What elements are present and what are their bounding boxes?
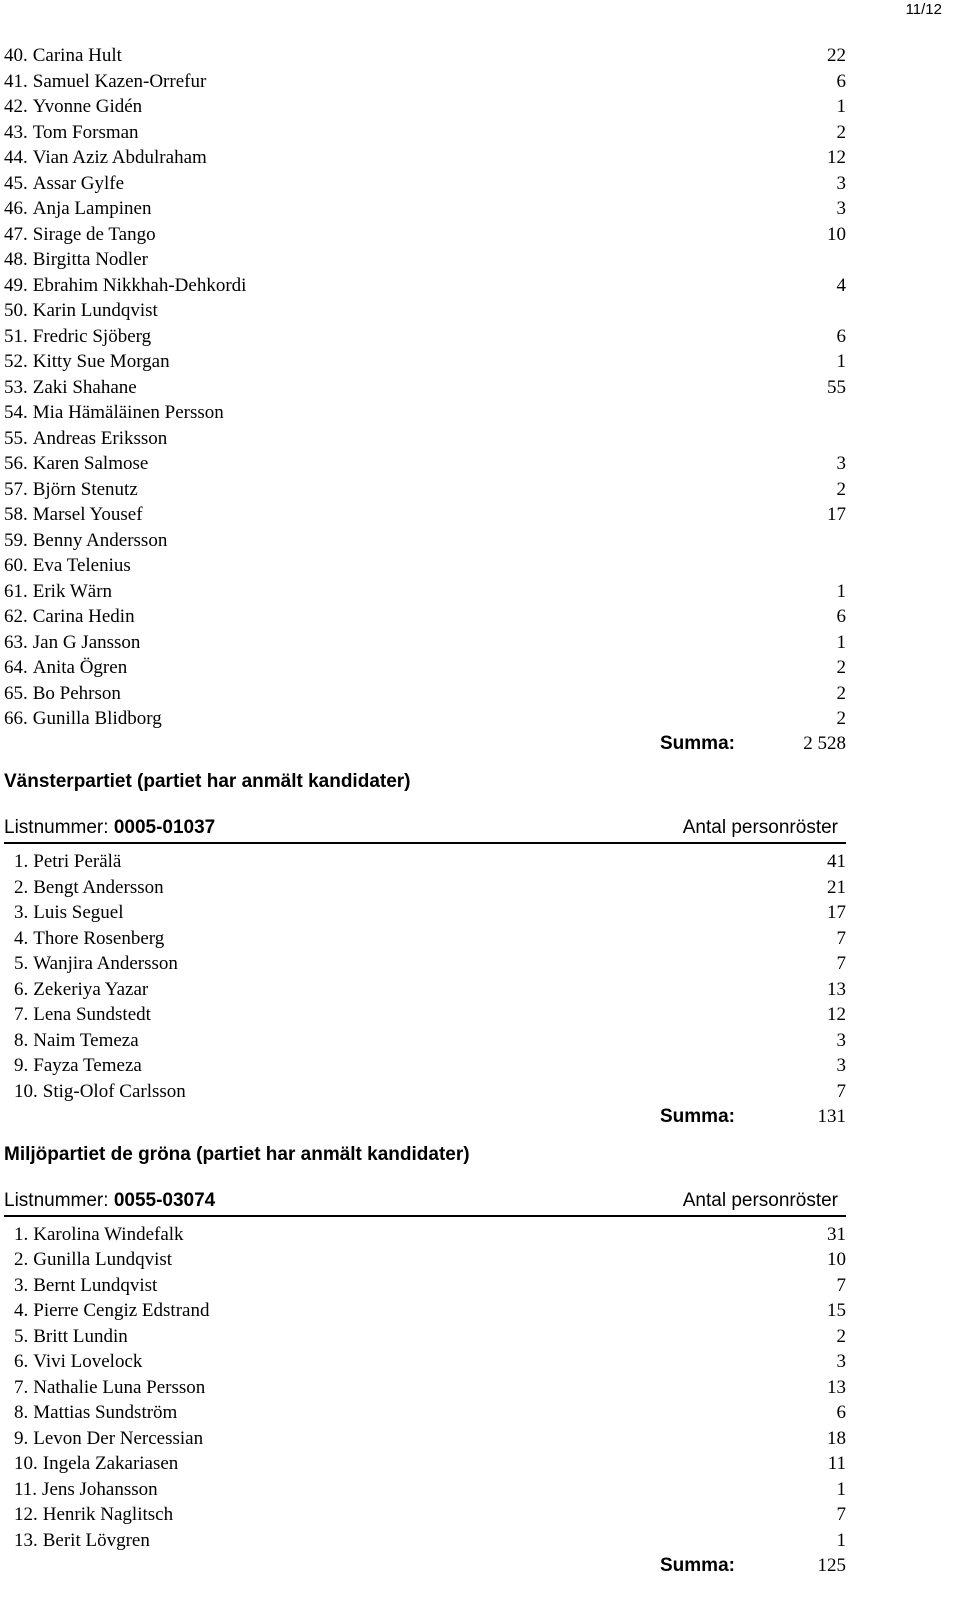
candidate-row <box>4 145 846 171</box>
candidate-number: 59. <box>4 529 28 551</box>
candidate-votes: 2 <box>836 478 846 500</box>
candidate-row <box>4 1324 846 1350</box>
candidate-number: 53. <box>4 376 28 398</box>
candidate-name: Ebrahim Nikkhah-Dehkordi <box>32 274 247 296</box>
candidate-row <box>4 604 846 630</box>
candidate-name: Nathalie Luna Persson <box>33 1376 206 1398</box>
list-header <box>4 1190 846 1217</box>
candidate-row <box>4 1028 846 1054</box>
candidate-votes: 7 <box>836 927 846 949</box>
candidate-name: Bengt Andersson <box>33 876 164 898</box>
sum-value: 2 528 <box>803 733 846 755</box>
sum-label: Summa: <box>660 733 735 755</box>
candidate-votes: 55 <box>827 376 846 398</box>
candidate-name: Petri Perälä <box>33 851 122 872</box>
candidate-votes: 21 <box>827 876 846 898</box>
candidate-votes: 2 <box>836 682 846 704</box>
candidate-number: 63. <box>4 631 28 653</box>
candidate-number: 5. <box>14 1325 29 1347</box>
candidate-list <box>4 849 846 1104</box>
candidate-row <box>4 630 846 656</box>
candidate-list <box>4 1222 846 1554</box>
candidate-row <box>4 1002 846 1028</box>
candidate-votes: 11 <box>827 1453 846 1474</box>
candidate-name: Berit Lövgren <box>42 1529 150 1551</box>
candidate-votes: 1 <box>836 1478 846 1500</box>
candidate-row <box>4 1053 846 1079</box>
candidate-name: Vivi Lovelock <box>33 1351 143 1372</box>
candidate-row <box>4 43 846 69</box>
candidate-name: Bernt Lundqvist <box>33 1274 158 1296</box>
candidate-votes: 2 <box>836 1325 846 1347</box>
candidate-name: Mattias Sundström <box>33 1402 178 1423</box>
candidate-votes: 17 <box>827 504 846 525</box>
candidate-row <box>4 247 846 273</box>
candidate-name: Thore Rosenberg <box>33 927 165 949</box>
candidate-number: 10. <box>14 1080 38 1102</box>
candidate-number: 7. <box>14 1004 29 1025</box>
document-body <box>4 43 846 1579</box>
candidate-votes: 31 <box>827 1223 846 1245</box>
candidate-number: 4. <box>14 927 29 949</box>
candidate-row <box>4 400 846 426</box>
candidate-number: 45. <box>4 172 28 194</box>
candidate-row <box>4 849 846 875</box>
candidate-name: Birgitta Nodler <box>32 249 148 270</box>
candidate-row <box>4 324 846 350</box>
candidate-votes: 4 <box>836 274 846 296</box>
sum-value: 125 <box>817 1554 846 1576</box>
candidate-row <box>4 94 846 120</box>
candidate-row <box>4 1247 846 1273</box>
sum-row <box>4 1104 846 1130</box>
candidate-number: 9. <box>14 1427 29 1449</box>
candidate-votes: 1 <box>836 631 846 653</box>
candidate-row <box>4 1528 846 1554</box>
candidate-votes: 2 <box>836 121 846 143</box>
candidate-name: Marsel Yousef <box>32 504 143 525</box>
candidate-votes: 3 <box>836 1055 846 1076</box>
candidate-name: Yvonne Gidén <box>32 96 143 117</box>
candidate-votes: 3 <box>836 198 846 219</box>
candidate-votes: 7 <box>836 953 846 974</box>
candidate-name: Levon Der Nercessian <box>33 1427 204 1449</box>
candidate-number: 6. <box>14 978 29 1000</box>
candidate-row <box>4 502 846 528</box>
candidate-number: 40. <box>4 45 28 66</box>
candidate-votes: 7 <box>836 1504 846 1525</box>
candidate-number: 62. <box>4 606 28 627</box>
candidate-votes: 10 <box>827 223 846 245</box>
candidate-number: 66. <box>4 708 28 729</box>
candidate-name: Vian Aziz Abdulraham <box>32 147 207 168</box>
candidate-number: 42. <box>4 96 28 117</box>
candidate-number: 12. <box>14 1504 38 1525</box>
candidate-number: 9. <box>14 1055 29 1076</box>
candidate-row <box>4 1273 846 1299</box>
candidate-votes: 2 <box>836 657 846 678</box>
candidate-votes: 3 <box>836 453 846 474</box>
party-title: Vänsterpartiet (partiet har anmält kandidater) <box>4 771 411 792</box>
candidate-votes: 1 <box>836 580 846 602</box>
votes-column-header: Antal personröster <box>682 1189 838 1211</box>
candidate-name: Anita Ögren <box>32 657 128 678</box>
candidate-votes: 22 <box>827 45 846 66</box>
candidate-row <box>4 528 846 554</box>
candidate-number: 52. <box>4 351 28 372</box>
candidate-number: 6. <box>14 1351 29 1372</box>
candidate-row <box>4 222 846 248</box>
candidate-number: 65. <box>4 682 28 704</box>
candidate-votes: 41 <box>827 851 846 872</box>
candidate-number: 41. <box>4 70 28 92</box>
party-title: Miljöpartiet de gröna (partiet har anmält kandidater) <box>4 1143 470 1165</box>
list-number-label: Listnummer: <box>4 817 109 838</box>
candidate-row <box>4 171 846 197</box>
candidate-name: Stig-Olof Carlsson <box>42 1080 186 1102</box>
candidate-row <box>4 1426 846 1452</box>
candidate-name: Bo Pehrson <box>32 682 121 704</box>
candidate-votes: 1 <box>836 1529 846 1551</box>
candidate-name: Benny Andersson <box>32 529 168 551</box>
candidate-row <box>4 951 846 977</box>
candidate-row <box>4 477 846 503</box>
sum-row <box>4 732 846 758</box>
candidate-name: Britt Lundin <box>33 1325 128 1347</box>
candidate-name: Sirage de Tango <box>32 223 156 245</box>
candidate-name: Mia Hämäläinen Persson <box>32 402 224 423</box>
candidate-number: 7. <box>14 1376 29 1398</box>
candidate-votes: 6 <box>836 606 846 627</box>
candidate-name: Andreas Eriksson <box>32 427 168 449</box>
candidate-row <box>4 1079 846 1105</box>
candidate-row <box>4 451 846 477</box>
candidate-number: 1. <box>14 1223 29 1245</box>
list-number-label: Listnummer: <box>4 1189 109 1211</box>
candidate-name: Luis Seguel <box>33 902 124 923</box>
candidate-row <box>4 1502 846 1528</box>
candidate-votes: 7 <box>836 1080 846 1102</box>
candidate-votes: 18 <box>827 1427 846 1449</box>
candidate-row <box>4 273 846 299</box>
candidate-number: 10. <box>14 1453 38 1474</box>
sum-row <box>4 1553 846 1579</box>
candidate-row <box>4 875 846 901</box>
candidate-name: Lena Sundstedt <box>33 1004 151 1025</box>
candidate-row <box>4 977 846 1003</box>
candidate-name: Karolina Windefalk <box>33 1223 184 1245</box>
candidate-name: Carina Hult <box>32 45 122 66</box>
candidate-row <box>4 298 846 324</box>
candidate-row <box>4 69 846 95</box>
candidate-number: 56. <box>4 453 28 474</box>
candidate-number: 51. <box>4 325 28 347</box>
list-header <box>4 817 846 844</box>
candidate-name: Naim Temeza <box>33 1029 139 1051</box>
candidate-name: Erik Wärn <box>32 580 113 602</box>
candidate-name: Anja Lampinen <box>32 198 152 219</box>
candidate-votes: 6 <box>836 70 846 92</box>
candidate-votes: 10 <box>827 1249 846 1270</box>
candidate-number: 44. <box>4 147 28 168</box>
candidate-row <box>4 1222 846 1248</box>
candidate-name: Assar Gylfe <box>32 172 125 194</box>
candidate-name: Tom Forsman <box>32 121 139 143</box>
candidate-number: 1. <box>14 851 29 872</box>
candidate-name: Karin Lundqvist <box>32 300 158 321</box>
votes-column-header: Antal personröster <box>682 817 838 838</box>
candidate-votes: 3 <box>836 172 846 194</box>
candidate-row <box>4 1451 846 1477</box>
candidate-votes: 1 <box>836 351 846 372</box>
candidate-votes: 13 <box>827 978 846 1000</box>
candidate-votes: 12 <box>827 1004 846 1025</box>
candidate-name: Ingela Zakariasen <box>42 1453 179 1474</box>
sum-label: Summa: <box>660 1105 735 1127</box>
candidate-row <box>4 375 846 401</box>
candidate-name: Gunilla Blidborg <box>32 708 162 729</box>
candidate-name: Fredric Sjöberg <box>32 325 152 347</box>
candidate-row <box>4 926 846 952</box>
candidate-row <box>4 579 846 605</box>
candidate-votes: 17 <box>827 902 846 923</box>
candidate-number: 55. <box>4 427 28 449</box>
candidate-row <box>4 349 846 375</box>
candidate-row <box>4 120 846 146</box>
candidate-row <box>4 655 846 681</box>
candidate-number: 43. <box>4 121 28 143</box>
candidate-number: 4. <box>14 1300 29 1321</box>
candidate-name: Carina Hedin <box>32 606 135 627</box>
candidate-list-continued <box>4 43 846 732</box>
candidate-name: Zaki Shahane <box>32 376 137 398</box>
candidate-number: 58. <box>4 504 28 525</box>
page-number: 11/12 <box>905 1 942 18</box>
candidate-row <box>4 1375 846 1401</box>
candidate-row <box>4 900 846 926</box>
candidate-number: 61. <box>4 580 28 602</box>
list-number: 0055-03074 <box>113 1189 216 1211</box>
candidate-number: 64. <box>4 657 28 678</box>
candidate-number: 11. <box>14 1478 38 1500</box>
candidate-number: 49. <box>4 274 28 296</box>
candidate-number: 54. <box>4 402 28 423</box>
candidate-row <box>4 196 846 222</box>
candidate-votes: 13 <box>827 1376 846 1398</box>
candidate-votes: 15 <box>827 1300 846 1321</box>
candidate-name: Karen Salmose <box>32 453 149 474</box>
candidate-name: Björn Stenutz <box>32 478 138 500</box>
candidate-number: 47. <box>4 223 28 245</box>
candidate-name: Jan G Jansson <box>32 631 141 653</box>
candidate-number: 3. <box>14 1274 29 1296</box>
candidate-number: 50. <box>4 300 28 321</box>
candidate-name: Pierre Cengiz Edstrand <box>33 1300 210 1321</box>
candidate-name: Eva Telenius <box>32 555 131 576</box>
candidate-number: 2. <box>14 876 29 898</box>
candidate-votes: 2 <box>836 708 846 729</box>
candidate-row <box>4 1477 846 1503</box>
candidate-row <box>4 1349 846 1375</box>
candidate-number: 5. <box>14 953 29 974</box>
candidate-votes: 3 <box>836 1351 846 1372</box>
candidate-row <box>4 1298 846 1324</box>
candidate-name: Wanjira Andersson <box>33 953 178 974</box>
candidate-name: Fayza Temeza <box>33 1055 142 1076</box>
candidate-number: 3. <box>14 902 29 923</box>
candidate-row <box>4 426 846 452</box>
candidate-number: 48. <box>4 249 28 270</box>
candidate-number: 2. <box>14 1249 29 1270</box>
candidate-votes: 6 <box>836 325 846 347</box>
sum-value: 131 <box>817 1105 846 1127</box>
candidate-votes: 7 <box>836 1274 846 1296</box>
candidate-row <box>4 1400 846 1426</box>
candidate-number: 46. <box>4 198 28 219</box>
candidate-row <box>4 706 846 732</box>
candidate-name: Jens Johansson <box>42 1478 158 1500</box>
candidate-votes: 12 <box>827 147 846 168</box>
list-number: 0005-01037 <box>113 817 216 838</box>
sum-label: Summa: <box>660 1554 735 1576</box>
candidate-number: 8. <box>14 1029 29 1051</box>
candidate-row <box>4 681 846 707</box>
candidate-name: Kitty Sue Morgan <box>32 351 170 372</box>
candidate-votes: 3 <box>836 1029 846 1051</box>
candidate-name: Zekeriya Yazar <box>33 978 149 1000</box>
candidate-votes: 1 <box>836 96 846 117</box>
candidate-name: Samuel Kazen-Orrefur <box>32 70 207 92</box>
candidate-number: 8. <box>14 1402 29 1423</box>
candidate-number: 13. <box>14 1529 38 1551</box>
candidate-number: 60. <box>4 555 28 576</box>
candidate-name: Henrik Naglitsch <box>42 1504 174 1525</box>
candidate-name: Gunilla Lundqvist <box>33 1249 173 1270</box>
candidate-votes: 6 <box>836 1402 846 1423</box>
candidate-number: 57. <box>4 478 28 500</box>
candidate-row <box>4 553 846 579</box>
